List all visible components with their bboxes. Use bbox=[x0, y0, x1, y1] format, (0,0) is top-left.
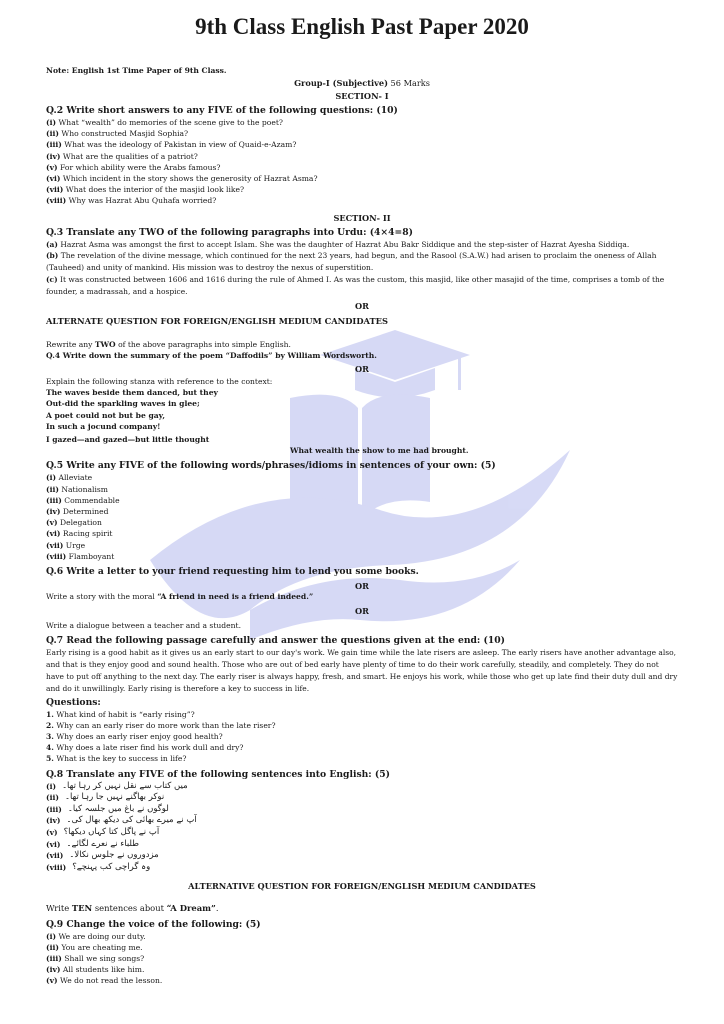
stanza-line: A poet could not but be gay, bbox=[46, 410, 166, 420]
page-title: 9th Class English Past Paper 2020 bbox=[195, 14, 529, 39]
explain-instruction: Explain the following stanza with reference to the context: bbox=[46, 377, 273, 387]
list-item: (v) For which ability were the Arabs famous? bbox=[46, 162, 221, 172]
stanza-line: I gazed—and gazed—but little thought bbox=[46, 435, 210, 445]
paragraph: (c) It was constructed between 1606 and 1616 during the rule of Ahmed I. As was the custom, this masjid, like other masajid of the time, comprises a tomb of the founder, a madrassah, and a hospice. bbox=[46, 275, 665, 296]
section-2-heading: SECTION- II bbox=[333, 212, 391, 223]
or-divider: OR bbox=[355, 364, 369, 375]
q2-heading: Q.2 Write short answers to any FIVE of the following questions: (10) bbox=[46, 105, 398, 116]
or-divider: OR bbox=[355, 300, 369, 311]
stanza-line: In such a jocund company! bbox=[46, 421, 161, 431]
q7-heading: Q.7 Read the following passage carefully and answer the questions given at the end: (10) bbox=[46, 635, 505, 647]
urdu-item: (ii) نوکر بھاگنے نہیں جا رہا تھا۔ bbox=[46, 792, 165, 803]
list-item: (v) We do not read the lesson. bbox=[46, 976, 163, 986]
q2-list bbox=[46, 117, 678, 207]
q5-heading: Q.5 Write any FIVE of the following words/phrases/idioms in sentences of your own: (5) bbox=[46, 460, 496, 472]
story-instruction: Write a story with the moral “A friend in need is a friend indeed.” bbox=[46, 592, 314, 602]
urdu-item: (iii) لوگوں نے باغ میں جلسہ کیا۔ bbox=[46, 803, 169, 814]
list-item: (v) Delegation bbox=[46, 518, 102, 528]
q4-heading: Q.4 Write down the summary of the poem “Daffodils” by William Wordsworth. bbox=[46, 350, 377, 360]
q3-heading: Q.3 Translate any TWO of the following paragraphs into Urdu: (4×4=8) bbox=[46, 226, 413, 238]
group-heading: Group-I (Subjective) 56 Marks bbox=[294, 78, 430, 88]
list-item: 2. Why can an early riser do more work than the late riser? bbox=[46, 720, 276, 730]
q8-heading: Q.8 Translate any FIVE of the following sentences into English: (5) bbox=[46, 768, 390, 780]
list-item: (i) We are doing our duty. bbox=[46, 931, 146, 941]
questions-label: Questions: bbox=[46, 696, 101, 708]
list-item: (iii) What was the ideology of Pakistan in view of Quaid-e-Azam? bbox=[46, 140, 297, 150]
urdu-item: (iv) آپ نے میرے بھائی کی دیکھ بھال کی۔ bbox=[46, 815, 197, 826]
list-item: 1. What kind of habit is “early rising”? bbox=[46, 709, 195, 719]
dialogue-instruction: Write a dialogue between a teacher and a student. bbox=[46, 621, 241, 631]
paragraph: (a) Hazrat Asma was amongst the first to accept Islam. She was the daughter of Hazrat Abu Bakr Siddique and the step-sister of Hazrat Ayesha Siddiqa. bbox=[46, 239, 630, 249]
stanza-line: What wealth the show to me had brought. bbox=[290, 446, 469, 456]
urdu-item: (v) آپ نے پاگل کتا کہاں دیکھا؟ bbox=[46, 827, 160, 838]
list-item: (i) Alleviate bbox=[46, 473, 93, 483]
list-item: (ii) Nationalism bbox=[46, 484, 108, 494]
paragraph: (b) The revelation of the divine message, which continued for the next 23 years, had begun, and the Rasool (S.A.W.) had arisen to proclaim the oneness of Allah (Tauheed) and unity of mankind. His mission was to destroy the nexus of superstition. bbox=[46, 251, 657, 273]
or-divider: OR bbox=[355, 581, 369, 592]
list-item: (iv) All students like him. bbox=[46, 965, 145, 975]
list-item: (vii) What does the interior of the masjid look like? bbox=[46, 185, 245, 195]
passage-text: Early rising is a good habit as it gives us an early start to our day's work. We gain time while the late risers are asleep. The early risers have another advantage also, and that is they enjoy good and sound health. Those who are out of bed early have plenty of time to do their work carefully, steadily, and completely. They do not have to put off anything to the next day. The early riser is always happy, fresh, and smart. He enjoys his work, while those who get up late find their duty dull and dry and do it unwillingly. Early rising is therefore a key to success in life. bbox=[46, 648, 678, 693]
list-item: (i) What “wealth” do memories of the scene give to the poet? bbox=[46, 118, 283, 127]
urdu-item: (vi) طلباء نے نعرے لگائے۔ bbox=[46, 838, 140, 849]
or-divider: OR bbox=[355, 606, 369, 617]
q9-heading: Q.9 Change the voice of the following: (5) bbox=[46, 918, 261, 930]
list-item: (ii) Who constructed Masjid Sophia? bbox=[46, 129, 189, 139]
q5-list bbox=[46, 472, 678, 562]
alternative-heading: ALTERNATIVE QUESTION FOR FOREIGN/ENGLISH MEDIUM CANDIDATES bbox=[188, 881, 536, 892]
list-item: (iii) Shall we sing songs? bbox=[46, 954, 145, 964]
stanza-line: The waves beside them danced, but they bbox=[46, 388, 218, 398]
list-item: 4. Why does a late riser find his work dull and dry? bbox=[46, 743, 244, 753]
list-item: (iv) Determined bbox=[46, 507, 109, 517]
urdu-item: (i) میں کتاب سے نقل نہیں کر رہا تھا۔ bbox=[46, 780, 188, 791]
list-item: (viii) Why was Hazrat Abu Quhafa worried? bbox=[46, 196, 217, 206]
list-item: (iii) Commendable bbox=[46, 495, 120, 505]
alternate-heading: ALTERNATE QUESTION FOR FOREIGN/ENGLISH MEDIUM CANDIDATES bbox=[46, 315, 388, 326]
stanza-line: Out-did the sparkling waves in glee; bbox=[46, 399, 200, 409]
list-item: (vi) Racing spirit bbox=[46, 529, 113, 539]
note-text: Note: English 1st Time Paper of 9th Class. bbox=[46, 66, 227, 75]
list-item: (ii) You are cheating me. bbox=[46, 942, 143, 952]
list-item: (vi) Which incident in the story shows the generosity of Hazrat Asma? bbox=[46, 174, 318, 184]
list-item: 3. Why does an early riser enjoy good health? bbox=[46, 732, 223, 742]
section-1-heading: SECTION- I bbox=[335, 91, 389, 101]
list-item: (viii) Flamboyant bbox=[46, 551, 115, 561]
q6-heading: Q.6 Write a letter to your friend requesting him to lend you some books. bbox=[46, 566, 419, 578]
list-item: (iv) What are the qualities of a patriot? bbox=[46, 151, 198, 161]
list-item: 5. What is the key to success in life? bbox=[46, 754, 187, 764]
urdu-item: (viii) وہ گراچی کب پہنچے؟ bbox=[46, 861, 151, 872]
dream-instruction: Write TEN sentences about “A Dream”. bbox=[46, 903, 219, 914]
rewrite-instruction: Rewrite any TWO of the above paragraphs into simple English. bbox=[46, 339, 291, 349]
urdu-item: (vii) مزدوروں نے جلوس نکالا۔ bbox=[46, 850, 159, 861]
list-item: (vii) Urge bbox=[46, 540, 86, 550]
